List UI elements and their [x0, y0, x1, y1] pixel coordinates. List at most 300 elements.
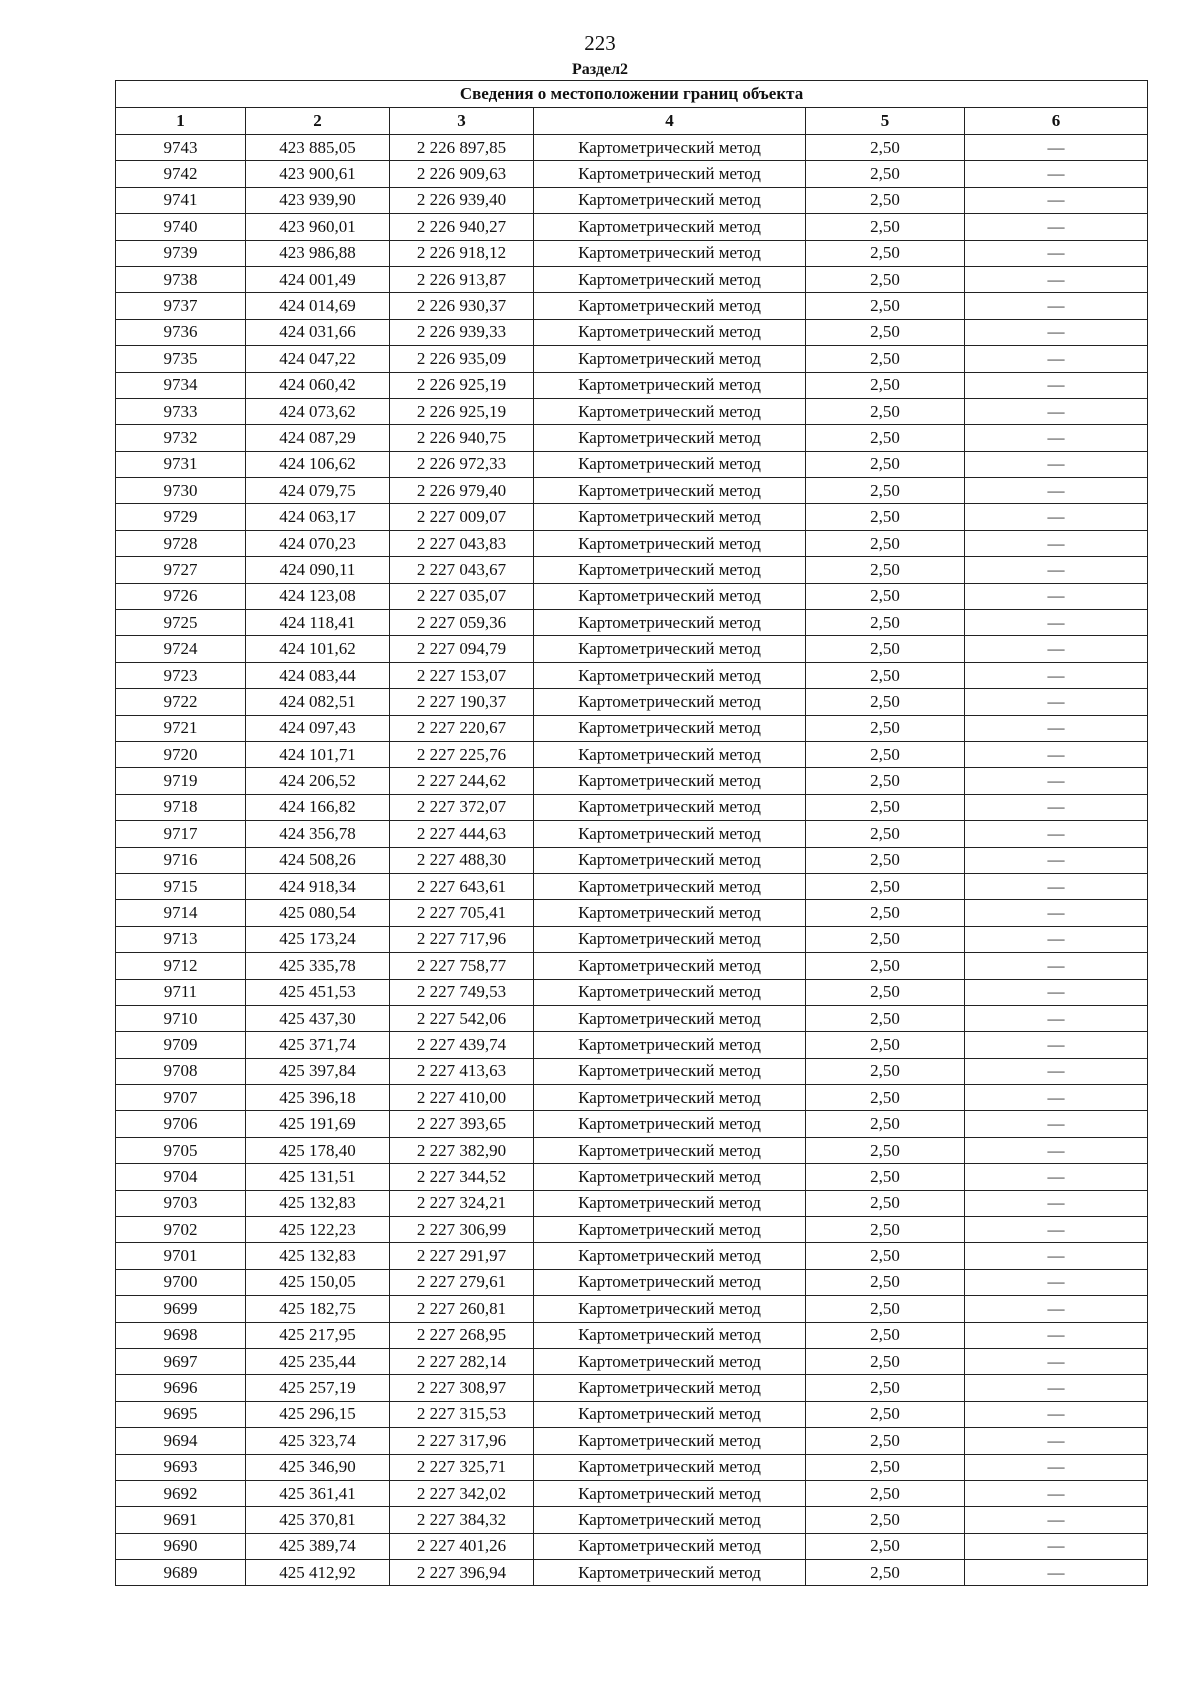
x-coordinate-cell: 424 082,51: [246, 689, 390, 715]
accuracy-cell: 2,50: [806, 610, 965, 636]
y-coordinate-cell: 2 227 705,41: [390, 900, 534, 926]
point-number-cell: 9724: [116, 636, 246, 662]
method-cell: Картометрический метод: [534, 715, 806, 741]
x-coordinate-cell: 425 217,95: [246, 1322, 390, 1348]
accuracy-cell: 2,50: [806, 662, 965, 688]
description-cell: —: [965, 1058, 1148, 1084]
y-coordinate-cell: 2 227 410,00: [390, 1085, 534, 1111]
description-cell: —: [965, 1111, 1148, 1137]
point-number-cell: 9706: [116, 1111, 246, 1137]
method-cell: Картометрический метод: [534, 1375, 806, 1401]
point-number-cell: 9690: [116, 1533, 246, 1559]
x-coordinate-cell: 424 083,44: [246, 662, 390, 688]
accuracy-cell: 2,50: [806, 1454, 965, 1480]
method-cell: Картометрический метод: [534, 504, 806, 530]
point-number-cell: 9740: [116, 214, 246, 240]
description-cell: —: [965, 794, 1148, 820]
point-number-cell: 9696: [116, 1375, 246, 1401]
point-number-cell: 9716: [116, 847, 246, 873]
x-coordinate-cell: 425 412,92: [246, 1560, 390, 1586]
description-cell: —: [965, 689, 1148, 715]
method-cell: Картометрический метод: [534, 398, 806, 424]
x-coordinate-cell: 424 123,08: [246, 583, 390, 609]
method-cell: Картометрический метод: [534, 847, 806, 873]
point-number-cell: 9722: [116, 689, 246, 715]
point-number-cell: 9739: [116, 240, 246, 266]
y-coordinate-cell: 2 227 043,67: [390, 557, 534, 583]
x-coordinate-cell: 423 885,05: [246, 135, 390, 161]
accuracy-cell: 2,50: [806, 1533, 965, 1559]
table-row: [116, 873, 1148, 899]
accuracy-cell: 2,50: [806, 504, 965, 530]
accuracy-cell: 2,50: [806, 319, 965, 345]
accuracy-cell: 2,50: [806, 821, 965, 847]
point-number-cell: 9738: [116, 266, 246, 292]
x-coordinate-cell: 424 097,43: [246, 715, 390, 741]
accuracy-cell: 2,50: [806, 293, 965, 319]
point-number-cell: 9743: [116, 135, 246, 161]
x-coordinate-cell: 425 451,53: [246, 979, 390, 1005]
description-cell: —: [965, 1243, 1148, 1269]
method-cell: Картометрический метод: [534, 1085, 806, 1111]
y-coordinate-cell: 2 227 324,21: [390, 1190, 534, 1216]
description-cell: —: [965, 319, 1148, 345]
y-coordinate-cell: 2 227 244,62: [390, 768, 534, 794]
description-cell: —: [965, 1401, 1148, 1427]
description-cell: —: [965, 135, 1148, 161]
accuracy-cell: 2,50: [806, 1111, 965, 1137]
point-number-cell: 9731: [116, 451, 246, 477]
x-coordinate-cell: 423 960,01: [246, 214, 390, 240]
accuracy-cell: 2,50: [806, 451, 965, 477]
x-coordinate-cell: 425 370,81: [246, 1507, 390, 1533]
point-number-cell: 9715: [116, 873, 246, 899]
method-cell: Картометрический метод: [534, 873, 806, 899]
y-coordinate-cell: 2 227 291,97: [390, 1243, 534, 1269]
method-cell: Картометрический метод: [534, 662, 806, 688]
description-cell: —: [965, 214, 1148, 240]
table-row: [116, 715, 1148, 741]
method-cell: Картометрический метод: [534, 451, 806, 477]
accuracy-cell: 2,50: [806, 741, 965, 767]
y-coordinate-cell: 2 227 342,02: [390, 1480, 534, 1506]
x-coordinate-cell: 425 389,74: [246, 1533, 390, 1559]
table-row: [116, 636, 1148, 662]
description-cell: —: [965, 266, 1148, 292]
table-row: [116, 266, 1148, 292]
method-cell: Картометрический метод: [534, 1137, 806, 1163]
accuracy-cell: 2,50: [806, 953, 965, 979]
x-coordinate-cell: 425 361,41: [246, 1480, 390, 1506]
y-coordinate-cell: 2 227 717,96: [390, 926, 534, 952]
method-cell: Картометрический метод: [534, 1401, 806, 1427]
method-cell: Картометрический метод: [534, 1322, 806, 1348]
x-coordinate-cell: 424 087,29: [246, 425, 390, 451]
point-number-cell: 9734: [116, 372, 246, 398]
table-row: [116, 583, 1148, 609]
table-row: [116, 1111, 1148, 1137]
table-row: [116, 1217, 1148, 1243]
method-cell: Картометрический метод: [534, 926, 806, 952]
y-coordinate-cell: 2 227 220,67: [390, 715, 534, 741]
description-cell: —: [965, 741, 1148, 767]
point-number-cell: 9719: [116, 768, 246, 794]
description-cell: —: [965, 1296, 1148, 1322]
description-cell: —: [965, 557, 1148, 583]
accuracy-cell: 2,50: [806, 1480, 965, 1506]
point-number-cell: 9735: [116, 346, 246, 372]
table-row: [116, 319, 1148, 345]
accuracy-cell: 2,50: [806, 1375, 965, 1401]
x-coordinate-cell: 424 508,26: [246, 847, 390, 873]
x-coordinate-cell: 425 371,74: [246, 1032, 390, 1058]
accuracy-cell: 2,50: [806, 1401, 965, 1427]
method-cell: Картометрический метод: [534, 135, 806, 161]
description-cell: —: [965, 346, 1148, 372]
point-number-cell: 9733: [116, 398, 246, 424]
x-coordinate-cell: 425 080,54: [246, 900, 390, 926]
table-row: [116, 689, 1148, 715]
description-cell: —: [965, 1454, 1148, 1480]
description-cell: —: [965, 926, 1148, 952]
point-number-cell: 9693: [116, 1454, 246, 1480]
method-cell: Картометрический метод: [534, 530, 806, 556]
table-row: [116, 1137, 1148, 1163]
table-row: [116, 1428, 1148, 1454]
method-cell: Картометрический метод: [534, 1032, 806, 1058]
description-cell: —: [965, 1137, 1148, 1163]
y-coordinate-cell: 2 226 930,37: [390, 293, 534, 319]
y-coordinate-cell: 2 227 488,30: [390, 847, 534, 873]
description-cell: —: [965, 372, 1148, 398]
table-row: [116, 794, 1148, 820]
accuracy-cell: 2,50: [806, 583, 965, 609]
y-coordinate-cell: 2 227 344,52: [390, 1164, 534, 1190]
method-cell: Картометрический метод: [534, 1058, 806, 1084]
method-cell: Картометрический метод: [534, 1296, 806, 1322]
accuracy-cell: 2,50: [806, 161, 965, 187]
y-coordinate-cell: 2 227 043,83: [390, 530, 534, 556]
x-coordinate-cell: 424 063,17: [246, 504, 390, 530]
point-number-cell: 9730: [116, 478, 246, 504]
table-row: [116, 135, 1148, 161]
accuracy-cell: 2,50: [806, 873, 965, 899]
x-coordinate-cell: 423 900,61: [246, 161, 390, 187]
point-number-cell: 9689: [116, 1560, 246, 1586]
x-coordinate-cell: 425 191,69: [246, 1111, 390, 1137]
x-coordinate-cell: 425 335,78: [246, 953, 390, 979]
y-coordinate-cell: 2 227 315,53: [390, 1401, 534, 1427]
table-row: [116, 741, 1148, 767]
y-coordinate-cell: 2 226 918,12: [390, 240, 534, 266]
x-coordinate-cell: 424 106,62: [246, 451, 390, 477]
description-cell: —: [965, 1560, 1148, 1586]
point-number-cell: 9742: [116, 161, 246, 187]
y-coordinate-cell: 2 227 306,99: [390, 1217, 534, 1243]
description-cell: —: [965, 1507, 1148, 1533]
table-row: [116, 1269, 1148, 1295]
y-coordinate-cell: 2 226 939,33: [390, 319, 534, 345]
y-coordinate-cell: 2 227 059,36: [390, 610, 534, 636]
point-number-cell: 9694: [116, 1428, 246, 1454]
table-row: [116, 1560, 1148, 1586]
y-coordinate-cell: 2 227 401,26: [390, 1533, 534, 1559]
x-coordinate-cell: 424 070,23: [246, 530, 390, 556]
description-cell: —: [965, 1533, 1148, 1559]
description-cell: —: [965, 821, 1148, 847]
table-row: [116, 1348, 1148, 1374]
method-cell: Картометрический метод: [534, 266, 806, 292]
point-number-cell: 9705: [116, 1137, 246, 1163]
accuracy-cell: 2,50: [806, 1348, 965, 1374]
y-coordinate-cell: 2 227 268,95: [390, 1322, 534, 1348]
point-number-cell: 9698: [116, 1322, 246, 1348]
table-caption-row: [116, 81, 1148, 108]
method-cell: Картометрический метод: [534, 372, 806, 398]
column-number: 6: [965, 108, 1148, 135]
y-coordinate-cell: 2 226 909,63: [390, 161, 534, 187]
table-row: [116, 240, 1148, 266]
description-cell: —: [965, 1348, 1148, 1374]
y-coordinate-cell: 2 226 939,40: [390, 187, 534, 213]
section-title: Раздел2: [571, 61, 629, 78]
description-cell: —: [965, 1217, 1148, 1243]
accuracy-cell: 2,50: [806, 1243, 965, 1269]
description-cell: —: [965, 715, 1148, 741]
y-coordinate-cell: 2 227 749,53: [390, 979, 534, 1005]
description-cell: —: [965, 583, 1148, 609]
description-cell: —: [965, 1164, 1148, 1190]
accuracy-cell: 2,50: [806, 135, 965, 161]
x-coordinate-cell: 424 079,75: [246, 478, 390, 504]
description-cell: —: [965, 1085, 1148, 1111]
table-body: [116, 135, 1148, 1586]
point-number-cell: 9710: [116, 1005, 246, 1031]
table-row: [116, 1058, 1148, 1084]
accuracy-cell: 2,50: [806, 847, 965, 873]
point-number-cell: 9728: [116, 530, 246, 556]
table-row: [116, 1085, 1148, 1111]
accuracy-cell: 2,50: [806, 900, 965, 926]
point-number-cell: 9729: [116, 504, 246, 530]
x-coordinate-cell: 424 166,82: [246, 794, 390, 820]
boundary-table-container: [115, 80, 1147, 1586]
y-coordinate-cell: 2 227 444,63: [390, 821, 534, 847]
x-coordinate-cell: 424 118,41: [246, 610, 390, 636]
description-cell: —: [965, 979, 1148, 1005]
accuracy-cell: 2,50: [806, 1058, 965, 1084]
point-number-cell: 9711: [116, 979, 246, 1005]
description-cell: —: [965, 240, 1148, 266]
table-row: [116, 1296, 1148, 1322]
x-coordinate-cell: 425 396,18: [246, 1085, 390, 1111]
column-number: 4: [534, 108, 806, 135]
x-coordinate-cell: 424 206,52: [246, 768, 390, 794]
y-coordinate-cell: 2 227 325,71: [390, 1454, 534, 1480]
method-cell: Картометрический метод: [534, 319, 806, 345]
table-row: [116, 214, 1148, 240]
point-number-cell: 9712: [116, 953, 246, 979]
accuracy-cell: 2,50: [806, 1217, 965, 1243]
method-cell: Картометрический метод: [534, 1428, 806, 1454]
method-cell: Картометрический метод: [534, 1111, 806, 1137]
y-coordinate-cell: 2 227 094,79: [390, 636, 534, 662]
column-number: 3: [390, 108, 534, 135]
y-coordinate-cell: 2 226 925,19: [390, 372, 534, 398]
accuracy-cell: 2,50: [806, 1296, 965, 1322]
accuracy-cell: 2,50: [806, 1032, 965, 1058]
x-coordinate-cell: 424 001,49: [246, 266, 390, 292]
method-cell: Картометрический метод: [534, 794, 806, 820]
accuracy-cell: 2,50: [806, 1085, 965, 1111]
y-coordinate-cell: 2 227 542,06: [390, 1005, 534, 1031]
description-cell: —: [965, 1480, 1148, 1506]
table-row: [116, 1005, 1148, 1031]
table-row: [116, 1401, 1148, 1427]
method-cell: Картометрический метод: [534, 953, 806, 979]
description-cell: —: [965, 662, 1148, 688]
table-row: [116, 847, 1148, 873]
boundary-coordinates-table: [115, 80, 1148, 1586]
table-row: [116, 372, 1148, 398]
method-cell: Картометрический метод: [534, 610, 806, 636]
description-cell: —: [965, 1375, 1148, 1401]
column-number: 1: [116, 108, 246, 135]
accuracy-cell: 2,50: [806, 1560, 965, 1586]
table-row: [116, 1164, 1148, 1190]
table-row: [116, 504, 1148, 530]
description-cell: —: [965, 1322, 1148, 1348]
description-cell: —: [965, 873, 1148, 899]
x-coordinate-cell: 425 122,23: [246, 1217, 390, 1243]
x-coordinate-cell: 425 173,24: [246, 926, 390, 952]
x-coordinate-cell: 425 235,44: [246, 1348, 390, 1374]
accuracy-cell: 2,50: [806, 425, 965, 451]
method-cell: Картометрический метод: [534, 557, 806, 583]
y-coordinate-cell: 2 226 897,85: [390, 135, 534, 161]
method-cell: Картометрический метод: [534, 161, 806, 187]
y-coordinate-cell: 2 227 225,76: [390, 741, 534, 767]
point-number-cell: 9720: [116, 741, 246, 767]
accuracy-cell: 2,50: [806, 1428, 965, 1454]
method-cell: Картометрический метод: [534, 293, 806, 319]
table-row: [116, 1507, 1148, 1533]
table-row: [116, 1243, 1148, 1269]
table-row: [116, 821, 1148, 847]
accuracy-cell: 2,50: [806, 926, 965, 952]
table-row: [116, 1375, 1148, 1401]
y-coordinate-cell: 2 227 372,07: [390, 794, 534, 820]
table-row: [116, 662, 1148, 688]
accuracy-cell: 2,50: [806, 240, 965, 266]
method-cell: Картометрический метод: [534, 1005, 806, 1031]
method-cell: Картометрический метод: [534, 1190, 806, 1216]
point-number-cell: 9732: [116, 425, 246, 451]
table-row: [116, 530, 1148, 556]
point-number-cell: 9725: [116, 610, 246, 636]
method-cell: Картометрический метод: [534, 1217, 806, 1243]
x-coordinate-cell: 425 397,84: [246, 1058, 390, 1084]
accuracy-cell: 2,50: [806, 636, 965, 662]
table-row: [116, 1190, 1148, 1216]
table-row: [116, 610, 1148, 636]
x-coordinate-cell: 424 014,69: [246, 293, 390, 319]
x-coordinate-cell: 425 178,40: [246, 1137, 390, 1163]
accuracy-cell: 2,50: [806, 1507, 965, 1533]
method-cell: Картометрический метод: [534, 214, 806, 240]
method-cell: Картометрический метод: [534, 636, 806, 662]
y-coordinate-cell: 2 227 317,96: [390, 1428, 534, 1454]
y-coordinate-cell: 2 227 439,74: [390, 1032, 534, 1058]
y-coordinate-cell: 2 227 393,65: [390, 1111, 534, 1137]
method-cell: Картометрический метод: [534, 900, 806, 926]
point-number-cell: 9704: [116, 1164, 246, 1190]
point-number-cell: 9691: [116, 1507, 246, 1533]
description-cell: —: [965, 187, 1148, 213]
point-number-cell: 9741: [116, 187, 246, 213]
y-coordinate-cell: 2 227 260,81: [390, 1296, 534, 1322]
y-coordinate-cell: 2 226 925,19: [390, 398, 534, 424]
x-coordinate-cell: 424 101,62: [246, 636, 390, 662]
point-number-cell: 9707: [116, 1085, 246, 1111]
y-coordinate-cell: 2 227 413,63: [390, 1058, 534, 1084]
y-coordinate-cell: 2 227 009,07: [390, 504, 534, 530]
description-cell: —: [965, 1032, 1148, 1058]
point-number-cell: 9695: [116, 1401, 246, 1427]
description-cell: —: [965, 161, 1148, 187]
accuracy-cell: 2,50: [806, 530, 965, 556]
description-cell: —: [965, 504, 1148, 530]
accuracy-cell: 2,50: [806, 372, 965, 398]
method-cell: Картометрический метод: [534, 1348, 806, 1374]
accuracy-cell: 2,50: [806, 214, 965, 240]
description-cell: —: [965, 1005, 1148, 1031]
x-coordinate-cell: 424 060,42: [246, 372, 390, 398]
y-coordinate-cell: 2 227 190,37: [390, 689, 534, 715]
description-cell: —: [965, 847, 1148, 873]
y-coordinate-cell: 2 227 035,07: [390, 583, 534, 609]
x-coordinate-cell: 425 323,74: [246, 1428, 390, 1454]
accuracy-cell: 2,50: [806, 398, 965, 424]
x-coordinate-cell: 425 182,75: [246, 1296, 390, 1322]
method-cell: Картометрический метод: [534, 1480, 806, 1506]
x-coordinate-cell: 425 131,51: [246, 1164, 390, 1190]
table-row: [116, 346, 1148, 372]
accuracy-cell: 2,50: [806, 794, 965, 820]
y-coordinate-cell: 2 227 382,90: [390, 1137, 534, 1163]
point-number-cell: 9702: [116, 1217, 246, 1243]
method-cell: Картометрический метод: [534, 1560, 806, 1586]
y-coordinate-cell: 2 226 913,87: [390, 266, 534, 292]
point-number-cell: 9718: [116, 794, 246, 820]
x-coordinate-cell: 425 150,05: [246, 1269, 390, 1295]
method-cell: Картометрический метод: [534, 689, 806, 715]
method-cell: Картометрический метод: [534, 1164, 806, 1190]
point-number-cell: 9713: [116, 926, 246, 952]
table-row: [116, 1322, 1148, 1348]
accuracy-cell: 2,50: [806, 715, 965, 741]
method-cell: Картометрический метод: [534, 1507, 806, 1533]
table-row: [116, 900, 1148, 926]
table-row: [116, 979, 1148, 1005]
point-number-cell: 9692: [116, 1480, 246, 1506]
x-coordinate-cell: 424 090,11: [246, 557, 390, 583]
table-row: [116, 398, 1148, 424]
x-coordinate-cell: 425 257,19: [246, 1375, 390, 1401]
point-number-cell: 9737: [116, 293, 246, 319]
x-coordinate-cell: 425 437,30: [246, 1005, 390, 1031]
accuracy-cell: 2,50: [806, 1137, 965, 1163]
